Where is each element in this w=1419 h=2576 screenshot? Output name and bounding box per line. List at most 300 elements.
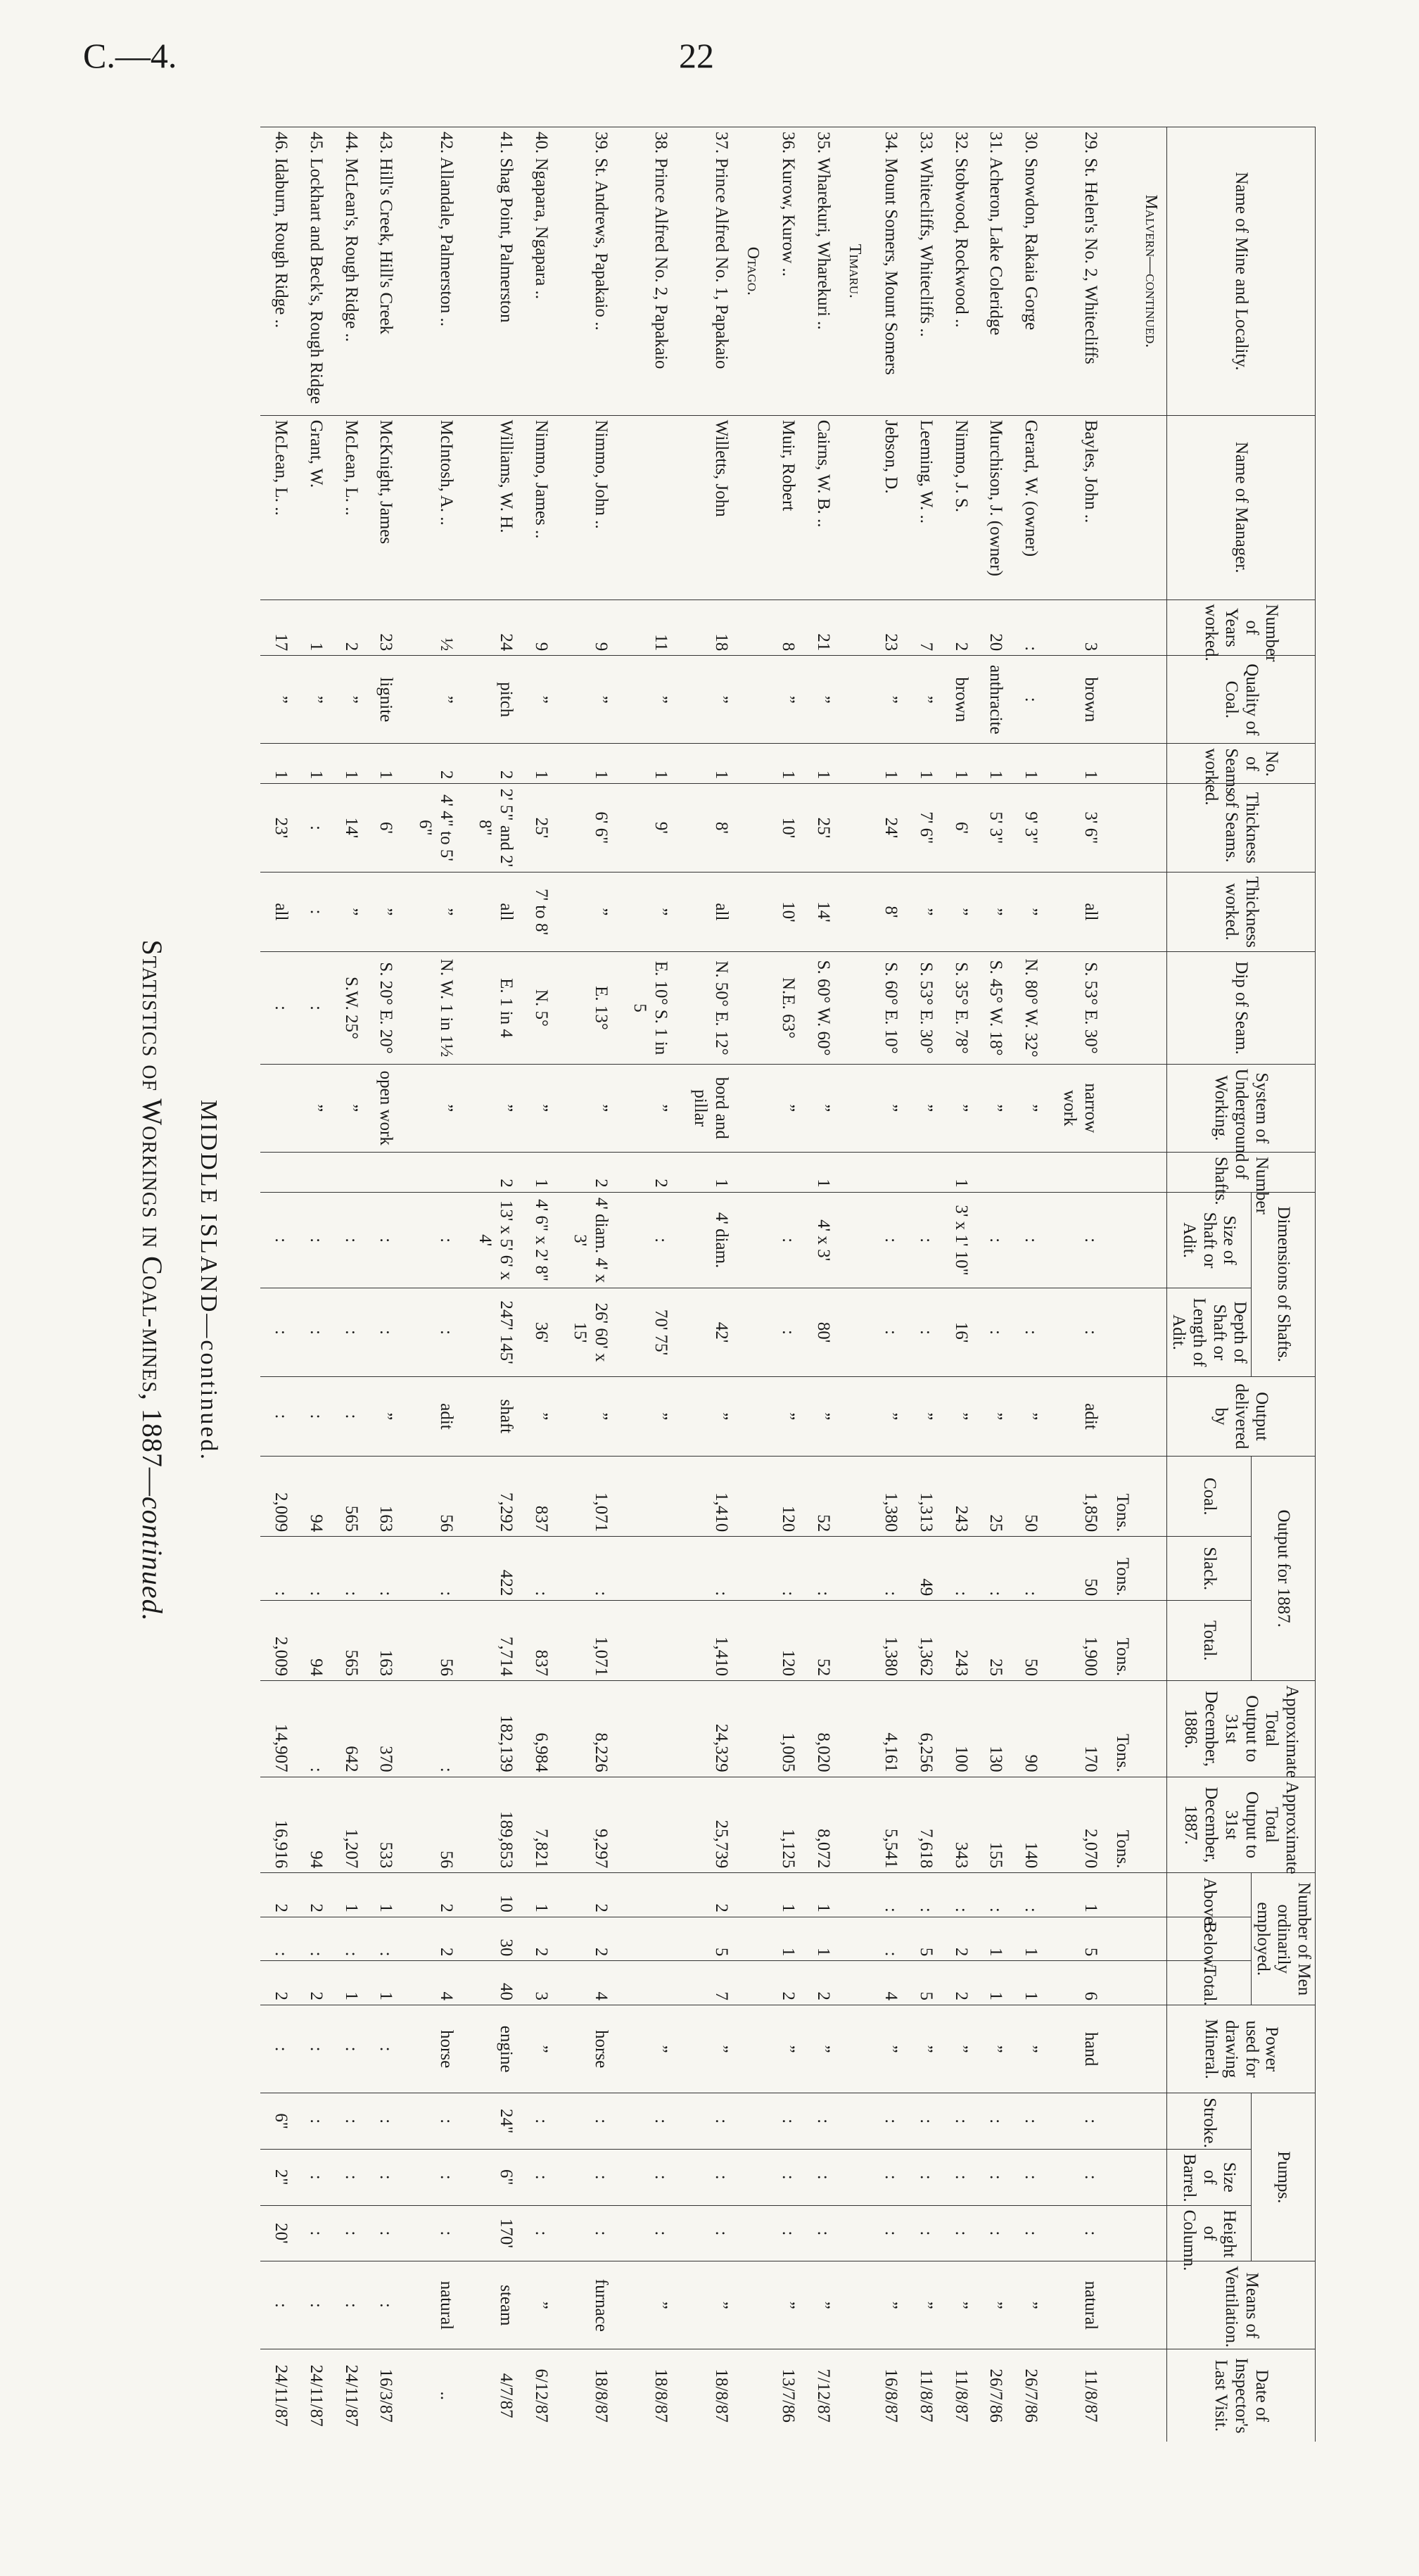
cell-a1886: 1,005 bbox=[768, 1681, 803, 1777]
cell-stroke: : bbox=[366, 2093, 401, 2150]
cell-years: 17 bbox=[260, 599, 295, 656]
cell-years: 8 bbox=[768, 599, 803, 656]
cell-column: : bbox=[870, 2205, 905, 2261]
cell-a1886: 6,984 bbox=[521, 1681, 556, 1777]
cell-delivered: ” bbox=[366, 1376, 401, 1457]
cell-worked: ” bbox=[331, 872, 366, 952]
cell-worked: all bbox=[675, 872, 735, 952]
header-delivered: Output delivered by bbox=[1166, 1376, 1315, 1457]
units-cell bbox=[1105, 2205, 1133, 2261]
table-row bbox=[870, 127, 905, 2442]
cell-manager: Williams, W. H. bbox=[461, 415, 521, 599]
cell-stroke: : bbox=[941, 2093, 976, 2150]
page-number: 22 bbox=[679, 36, 714, 75]
units-cell bbox=[1105, 2349, 1133, 2442]
units-cell bbox=[1105, 1376, 1133, 1457]
table-row bbox=[331, 127, 366, 2442]
cell-shafts bbox=[400, 1152, 460, 1192]
cell-coal: 1,071 bbox=[556, 1457, 616, 1537]
cell-depth: : bbox=[295, 1288, 331, 1376]
empty-cell bbox=[736, 952, 768, 1064]
cell-manager: McIntosh, A. .. bbox=[400, 415, 460, 599]
cell-thick: 23' bbox=[260, 784, 295, 872]
cell-power: ” bbox=[675, 2005, 735, 2093]
cell-manager: Nimmo, J. S. bbox=[941, 415, 976, 599]
cell-above: : bbox=[941, 1873, 976, 1917]
cell-delivered: : bbox=[260, 1376, 295, 1457]
cell-total bbox=[616, 1601, 675, 1681]
cell-dip: S.W. 25° bbox=[331, 952, 366, 1064]
empty-cell bbox=[838, 1917, 870, 1961]
cell-barrel: : bbox=[616, 2149, 675, 2205]
empty-cell bbox=[736, 2205, 768, 2261]
cell-slack bbox=[616, 1537, 675, 1601]
table-row bbox=[400, 127, 460, 2442]
empty-cell bbox=[736, 1601, 768, 1681]
cell-shafts bbox=[260, 1152, 295, 1192]
cell-below: 2 bbox=[400, 1917, 460, 1961]
cell-a1887: 16,916 bbox=[260, 1777, 295, 1873]
cell-visit: .. bbox=[400, 2349, 460, 2442]
cell-system: ” bbox=[295, 1064, 331, 1152]
empty-cell bbox=[838, 952, 870, 1064]
cell-visit: 24/11/87 bbox=[260, 2349, 295, 2442]
cell-size: : bbox=[1045, 1192, 1105, 1288]
cell-visit: 26/7/86 bbox=[1010, 2349, 1045, 2442]
cell-below: 30 bbox=[461, 1917, 521, 1961]
cell-stroke: : bbox=[331, 2093, 366, 2150]
header-slack: Slack. bbox=[1166, 1537, 1251, 1601]
empty-cell bbox=[838, 2349, 870, 2442]
cell-seams: 1 bbox=[905, 744, 941, 784]
cell-column: : bbox=[366, 2205, 401, 2261]
cell-column: : bbox=[675, 2205, 735, 2261]
cell-slack: : bbox=[803, 1537, 838, 1601]
header-system: System of Underground Working. bbox=[1166, 1064, 1315, 1152]
cell-total: 56 bbox=[400, 1601, 460, 1681]
cell-seams: 1 bbox=[331, 744, 366, 784]
cell-barrel: : bbox=[1010, 2149, 1045, 2205]
cell-coal bbox=[616, 1457, 675, 1537]
units-cell: Tons. bbox=[1105, 1601, 1133, 1681]
empty-cell bbox=[736, 1917, 768, 1961]
cell-worked: 10' bbox=[768, 872, 803, 952]
cell-size: : bbox=[870, 1192, 905, 1288]
header-approx-1887: Approximate Total Output to 31st December, 1887. bbox=[1166, 1777, 1315, 1873]
cell-mtotal: 2 bbox=[295, 1961, 331, 2005]
cell-years: 21 bbox=[803, 599, 838, 656]
table-row bbox=[941, 127, 976, 2442]
cell-vent: ” bbox=[521, 2261, 556, 2349]
cell-mine: 39. St. Andrews, Papakaio .. bbox=[556, 127, 616, 416]
cell-mine: 41. Shag Point, Palmerston bbox=[461, 127, 521, 416]
cell-worked: ” bbox=[556, 872, 616, 952]
cell-years: 23 bbox=[870, 599, 905, 656]
cell-slack: : bbox=[870, 1537, 905, 1601]
cell-a1887: 1,125 bbox=[768, 1777, 803, 1873]
cell-stroke: : bbox=[1010, 2093, 1045, 2150]
empty-cell bbox=[1134, 1064, 1167, 1152]
cell-years: 18 bbox=[675, 599, 735, 656]
empty-cell bbox=[1134, 952, 1167, 1064]
cell-dip: N. W. 1 in 1½ bbox=[400, 952, 460, 1064]
cell-delivered: ” bbox=[976, 1376, 1011, 1457]
cell-thick: 7' 6" bbox=[905, 784, 941, 872]
cell-manager bbox=[616, 415, 675, 599]
cell-seams: 2 bbox=[400, 744, 460, 784]
cell-coal: 94 bbox=[295, 1457, 331, 1537]
empty-cell bbox=[838, 1152, 870, 1192]
cell-dip: S. 60° E. 10° bbox=[870, 952, 905, 1064]
cell-visit: 24/11/87 bbox=[331, 2349, 366, 2442]
cell-mtotal: 4 bbox=[400, 1961, 460, 2005]
empty-cell bbox=[838, 599, 870, 656]
cell-total: 2,009 bbox=[260, 1601, 295, 1681]
empty-cell bbox=[1134, 2261, 1167, 2349]
cell-stroke: : bbox=[616, 2093, 675, 2150]
table-row bbox=[366, 127, 401, 2442]
cell-vent: : bbox=[366, 2261, 401, 2349]
cell-slack: : bbox=[366, 1537, 401, 1601]
cell-coal: 120 bbox=[768, 1457, 803, 1537]
cell-size: : bbox=[768, 1192, 803, 1288]
cell-size: : bbox=[366, 1192, 401, 1288]
cell-stroke: : bbox=[870, 2093, 905, 2150]
table-row bbox=[1045, 127, 1105, 2442]
cell-a1886: 170 bbox=[1045, 1681, 1105, 1777]
empty-cell bbox=[1134, 656, 1167, 744]
cell-above: 2 bbox=[675, 1873, 735, 1917]
cell-mine: 32. Stobwood, Rockwood .. bbox=[941, 127, 976, 416]
cell-above: 2 bbox=[260, 1873, 295, 1917]
header-pumps: Pumps. bbox=[1251, 2093, 1315, 2261]
cell-size: : bbox=[400, 1192, 460, 1288]
cell-manager: Cairns, W. B. .. bbox=[803, 415, 838, 599]
cell-system bbox=[260, 1064, 295, 1152]
cell-system: ” bbox=[905, 1064, 941, 1152]
cell-power: : bbox=[366, 2005, 401, 2093]
cell-power: ” bbox=[941, 2005, 976, 2093]
cell-seams: 1 bbox=[260, 744, 295, 784]
cell-barrel: : bbox=[905, 2149, 941, 2205]
empty-cell bbox=[736, 784, 768, 872]
group-timaru bbox=[838, 127, 870, 2442]
table-row bbox=[521, 127, 556, 2442]
empty-cell bbox=[838, 2261, 870, 2349]
cell-depth: : bbox=[870, 1288, 905, 1376]
cell-years: 3 bbox=[1045, 599, 1105, 656]
cell-worked: ” bbox=[905, 872, 941, 952]
cell-total: 1,380 bbox=[870, 1601, 905, 1681]
table-row bbox=[976, 127, 1011, 2442]
cell-power: : bbox=[331, 2005, 366, 2093]
cell-mtotal: 1 bbox=[331, 1961, 366, 2005]
cell-thick: 6' bbox=[366, 784, 401, 872]
cell-depth: 26' 60' x 15' bbox=[556, 1288, 616, 1376]
cell-a1887: 1,207 bbox=[331, 1777, 366, 1873]
cell-seams: 1 bbox=[768, 744, 803, 784]
cell-above: 2 bbox=[556, 1873, 616, 1917]
cell-worked: 8' bbox=[870, 872, 905, 952]
table-row bbox=[1010, 127, 1045, 2442]
empty-cell bbox=[1134, 872, 1167, 952]
header-shafts-no: Number of Shafts. bbox=[1166, 1152, 1315, 1192]
empty-cell bbox=[1134, 1192, 1167, 1288]
cell-dip: N. 5° bbox=[521, 952, 556, 1064]
cell-dip: S. 20° E. 20° bbox=[366, 952, 401, 1064]
cell-stroke: : bbox=[768, 2093, 803, 2150]
cell-coal: 25 bbox=[976, 1457, 1011, 1537]
cell-manager: Bayles, John .. bbox=[1045, 415, 1105, 599]
empty-cell bbox=[736, 599, 768, 656]
cell-mine: 42. Allandale, Palmerston .. bbox=[400, 127, 460, 416]
table-row bbox=[675, 127, 735, 2442]
empty-cell bbox=[1134, 1961, 1167, 2005]
cell-stroke: : bbox=[803, 2093, 838, 2150]
cell-thick: 9' bbox=[616, 784, 675, 872]
cell-manager: Gerard, W. (owner) bbox=[1010, 415, 1045, 599]
cell-system: narrow work bbox=[1045, 1064, 1105, 1152]
cell-visit: 11/8/87 bbox=[941, 2349, 976, 2442]
cell-stroke: 24" bbox=[461, 2093, 521, 2150]
cell-visit: 11/8/87 bbox=[1045, 2349, 1105, 2442]
cell-stroke: 6" bbox=[260, 2093, 295, 2150]
cell-visit: 26/7/86 bbox=[976, 2349, 1011, 2442]
cell-thick: 6' bbox=[941, 784, 976, 872]
cell-below: 2 bbox=[941, 1917, 976, 1961]
cell-power: ” bbox=[905, 2005, 941, 2093]
cell-worked: 7' to 8' bbox=[521, 872, 556, 952]
cell-delivered: ” bbox=[1010, 1376, 1045, 1457]
cell-size: : bbox=[1010, 1192, 1045, 1288]
cell-worked: ” bbox=[366, 872, 401, 952]
cell-column: : bbox=[616, 2205, 675, 2261]
cell-mtotal: 2 bbox=[941, 1961, 976, 2005]
cell-barrel: : bbox=[366, 2149, 401, 2205]
cell-column: : bbox=[331, 2205, 366, 2261]
units-cell: Tons. bbox=[1105, 1537, 1133, 1601]
empty-cell bbox=[1134, 1873, 1167, 1917]
cell-a1887: 533 bbox=[366, 1777, 401, 1873]
cell-mtotal: 7 bbox=[675, 1961, 735, 2005]
cell-depth: : bbox=[331, 1288, 366, 1376]
cell-mtotal: 4 bbox=[870, 1961, 905, 2005]
empty-cell bbox=[1134, 1457, 1167, 1537]
cell-mine: 36. Kurow, Kurow .. bbox=[768, 127, 803, 416]
cell-above: 1 bbox=[768, 1873, 803, 1917]
cell-column: : bbox=[768, 2205, 803, 2261]
cell-thick: 25' bbox=[521, 784, 556, 872]
empty-cell bbox=[1134, 1681, 1167, 1777]
cell-below: 1 bbox=[1010, 1917, 1045, 1961]
header-thickness-worked: Thickness worked. bbox=[1166, 872, 1315, 952]
cell-column: : bbox=[556, 2205, 616, 2261]
cell-years: 11 bbox=[616, 599, 675, 656]
cell-power: ” bbox=[768, 2005, 803, 2093]
cell-thick: 8' bbox=[675, 784, 735, 872]
cell-manager: McLean, L. .. bbox=[331, 415, 366, 599]
cell-visit: 4/7/87 bbox=[461, 2349, 521, 2442]
header-ventilation: Means of Ventilation. bbox=[1166, 2261, 1315, 2349]
cell-quality: ” bbox=[616, 656, 675, 744]
cell-coal: 7,292 bbox=[461, 1457, 521, 1537]
cell-delivered: ” bbox=[905, 1376, 941, 1457]
cell-system: ” bbox=[803, 1064, 838, 1152]
cell-thick: 4' 4" to 5' 6" bbox=[400, 784, 460, 872]
cell-depth: : bbox=[1010, 1288, 1045, 1376]
cell-quality: lignite bbox=[366, 656, 401, 744]
cell-below: 5 bbox=[675, 1917, 735, 1961]
header-years: Number of Years worked. bbox=[1166, 599, 1315, 656]
empty-cell bbox=[736, 2349, 768, 2442]
table-row bbox=[803, 127, 838, 2442]
empty-cell bbox=[1134, 2205, 1167, 2261]
cell-system: ” bbox=[331, 1064, 366, 1152]
cell-dip: N. 50° E. 12° bbox=[675, 952, 735, 1064]
empty-cell bbox=[736, 2261, 768, 2349]
cell-system: ” bbox=[941, 1064, 976, 1152]
cell-shafts bbox=[295, 1152, 331, 1192]
cell-worked: ” bbox=[1010, 872, 1045, 952]
cell-stroke: : bbox=[976, 2093, 1011, 2150]
cell-delivered: ” bbox=[768, 1376, 803, 1457]
empty-cell bbox=[1134, 1777, 1167, 1873]
cell-delivered: ” bbox=[803, 1376, 838, 1457]
cell-total: 50 bbox=[1010, 1601, 1045, 1681]
cell-column: 20' bbox=[260, 2205, 295, 2261]
empty-cell bbox=[838, 2205, 870, 2261]
cell-power: engine bbox=[461, 2005, 521, 2093]
cell-thick: 25' bbox=[803, 784, 838, 872]
cell-below: : bbox=[260, 1917, 295, 1961]
cell-dip: E. 13° bbox=[556, 952, 616, 1064]
units-cell: Tons. bbox=[1105, 1681, 1133, 1777]
cell-visit: 24/11/87 bbox=[295, 2349, 331, 2442]
cell-a1886: 8,020 bbox=[803, 1681, 838, 1777]
cell-quality: brown bbox=[941, 656, 976, 744]
cell-a1886: 130 bbox=[976, 1681, 1011, 1777]
cell-mtotal: 3 bbox=[521, 1961, 556, 2005]
cell-above: 1 bbox=[1045, 1873, 1105, 1917]
cell-worked: ” bbox=[941, 872, 976, 952]
cell-above: : bbox=[976, 1873, 1011, 1917]
cell-seams: 2 bbox=[461, 744, 521, 784]
cell-quality: ” bbox=[905, 656, 941, 744]
cell-quality: ” bbox=[260, 656, 295, 744]
cell-power: ” bbox=[1010, 2005, 1045, 2093]
cell-barrel: : bbox=[976, 2149, 1011, 2205]
empty-cell bbox=[838, 1376, 870, 1457]
cell-a1887: 25,739 bbox=[675, 1777, 735, 1873]
cell-seams: 1 bbox=[1045, 744, 1105, 784]
cell-vent: natural bbox=[1045, 2261, 1105, 2349]
units-cell bbox=[1105, 2149, 1133, 2205]
units-cell bbox=[1105, 1152, 1133, 1192]
empty-cell bbox=[1134, 2093, 1167, 2150]
units-cell bbox=[1105, 599, 1133, 656]
cell-a1887: 343 bbox=[941, 1777, 976, 1873]
cell-manager: Leeming, W. .. bbox=[905, 415, 941, 599]
cell-depth: : bbox=[260, 1288, 295, 1376]
cell-visit: 11/8/87 bbox=[905, 2349, 941, 2442]
empty-cell bbox=[1134, 2149, 1167, 2205]
cell-thick: 24' bbox=[870, 784, 905, 872]
cell-shafts: 1 bbox=[675, 1152, 735, 1192]
cell-shafts: 2 bbox=[461, 1152, 521, 1192]
cell-thick: 3' 6" bbox=[1045, 784, 1105, 872]
cell-manager: McKnight, James bbox=[366, 415, 401, 599]
cell-system: ” bbox=[870, 1064, 905, 1152]
cell-above: 2 bbox=[400, 1873, 460, 1917]
cell-below: 2 bbox=[521, 1917, 556, 1961]
cell-depth: : bbox=[400, 1288, 460, 1376]
cell-total: 94 bbox=[295, 1601, 331, 1681]
cell-column: : bbox=[521, 2205, 556, 2261]
cell-quality: ” bbox=[803, 656, 838, 744]
cell-years: 9 bbox=[556, 599, 616, 656]
cell-manager: Muir, Robert bbox=[768, 415, 803, 599]
group-malvern bbox=[1134, 127, 1167, 2442]
cell-quality: : bbox=[1010, 656, 1045, 744]
empty-cell bbox=[838, 1192, 870, 1288]
cell-mtotal: 1 bbox=[1010, 1961, 1045, 2005]
cell-size: : bbox=[976, 1192, 1011, 1288]
cell-mtotal bbox=[616, 1961, 675, 2005]
cell-delivered: ” bbox=[870, 1376, 905, 1457]
cell-depth: 16' bbox=[941, 1288, 976, 1376]
cell-slack: : bbox=[768, 1537, 803, 1601]
cell-visit: 16/3/87 bbox=[366, 2349, 401, 2442]
cell-quality: ” bbox=[521, 656, 556, 744]
cell-a1887: 189,853 bbox=[461, 1777, 521, 1873]
cell-below: : bbox=[331, 1917, 366, 1961]
empty-cell bbox=[838, 2005, 870, 2093]
cell-quality: ” bbox=[870, 656, 905, 744]
cell-dip: S. 53° E. 30° bbox=[1045, 952, 1105, 1064]
cell-years: 7 bbox=[905, 599, 941, 656]
cell-quality: ” bbox=[331, 656, 366, 744]
cell-slack: : bbox=[521, 1537, 556, 1601]
cell-slack: : bbox=[1010, 1537, 1045, 1601]
units-cell bbox=[1105, 1192, 1133, 1288]
cell-slack: : bbox=[260, 1537, 295, 1601]
cell-above: 2 bbox=[295, 1873, 331, 1917]
cell-delivered: ” bbox=[616, 1376, 675, 1457]
cell-delivered: adit bbox=[400, 1376, 460, 1457]
cell-visit: 13/7/86 bbox=[768, 2349, 803, 2442]
cell-coal: 50 bbox=[1010, 1457, 1045, 1537]
cell-mine: 43. Hill's Creek, Hill's Creek bbox=[366, 127, 401, 416]
units-row bbox=[1105, 127, 1133, 2442]
cell-a1887: 94 bbox=[295, 1777, 331, 1873]
cell-below: 1 bbox=[803, 1917, 838, 1961]
header-column: Height of Column. bbox=[1166, 2205, 1251, 2261]
cell-shafts: 2 bbox=[556, 1152, 616, 1192]
cell-barrel: : bbox=[675, 2149, 735, 2205]
cell-below: : bbox=[366, 1917, 401, 1961]
cell-dip: S. 45° W. 18° bbox=[976, 952, 1011, 1064]
cell-dip: S. 60° W. 60° bbox=[803, 952, 838, 1064]
cell-barrel: : bbox=[803, 2149, 838, 2205]
empty-cell bbox=[736, 1152, 768, 1192]
cell-depth: 247' 145' bbox=[461, 1288, 521, 1376]
units-cell bbox=[1105, 1288, 1133, 1376]
cell-dip: S. 53° E. 30° bbox=[905, 952, 941, 1064]
cell-above: 10 bbox=[461, 1873, 521, 1917]
cell-seams: 1 bbox=[366, 744, 401, 784]
cell-a1887: 7,821 bbox=[521, 1777, 556, 1873]
cell-mtotal: 40 bbox=[461, 1961, 521, 2005]
